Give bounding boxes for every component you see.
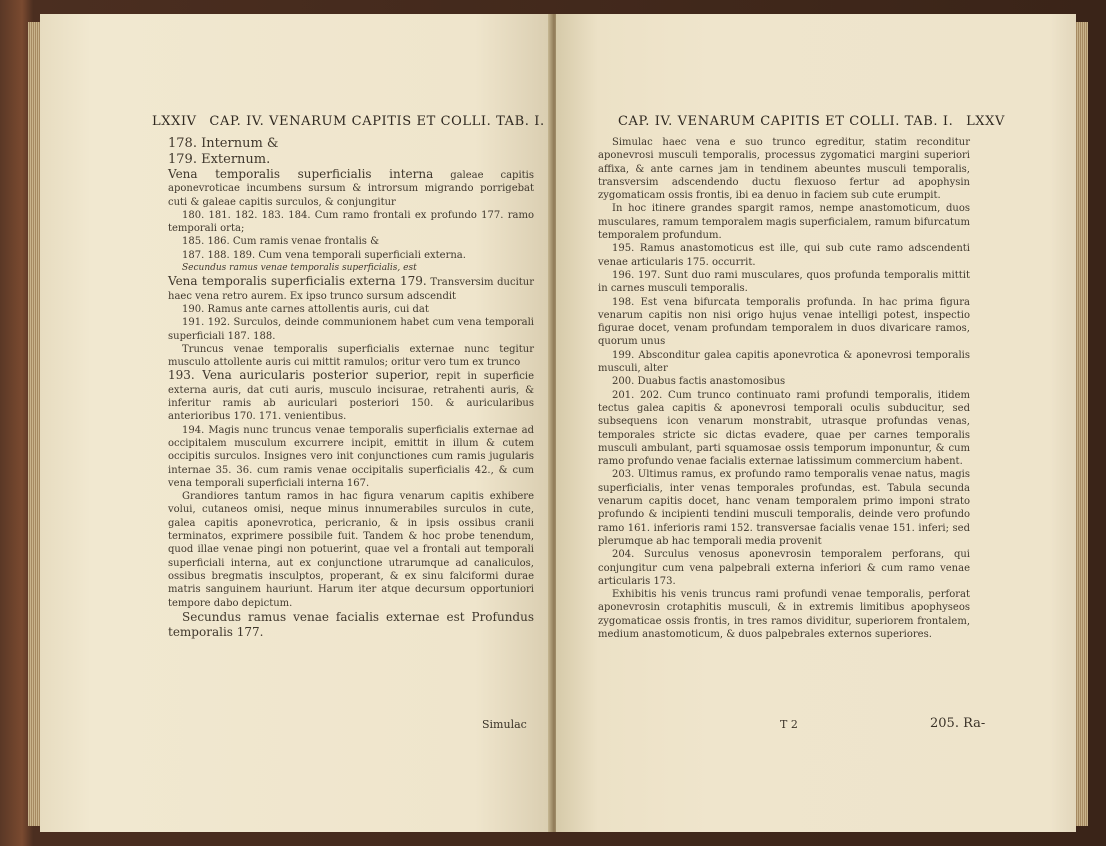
right-page-edge [1074,22,1088,826]
right-running-title: CAP. IV. VENARUM CAPITIS ET COLLI. TAB. I. [618,114,954,129]
left-text-block [168,136,534,640]
right-page [556,14,1076,832]
entry-grandiores: Grandiores tantum ramos in hac figura venarum capitis exhibere volui, cutaneos omisi, neque minus innumerabiles surculos in cute, galea capitis aponevrotica, pericranio, & in ipsis ossibus cranii terminatos, exprimere possibile fuit. Tandem & hoc probe tenendum, quod illae venae pingi non potuerint, quae vel a frontali aut temporali superficiali interna, aut ex conjunctione utrarumque ad canaliculos, ossibus bregmatis insculptos, properant, & ex sinu falciformi durae matris sanguinem hauriunt. Harum iter atque decursum opportuniori tempore dabo depictum. [168,491,534,609]
right-catchword: 205. Ra- [930,716,986,731]
entry-187: 187. 188. 189. Cum vena temporali superficiali externa. [182,249,466,261]
entry-195: 195. Ramus anastomoticus est ille, qui sub cute ramo adscendenti venae articularis 175. occurrit. [598,243,970,268]
entry-196: 196. 197. Sunt duo rami musculares, quos profunda temporalis mittit in carnes musculi temporalis. [598,269,970,295]
right-text-block [598,136,970,641]
entry-179: 179. Externum. [168,152,271,167]
entry-180: 180. 181. 182. 183. 184. Cum ramo frontali ex profundo 177. ramo temporali orta; [168,209,534,235]
entry-193: 193. Vena auricularis posterior superior, repit in superficie externa auris, dat cuti auris, musculo incisurae, retrahenti auris, & inferitur ramis ab auriculari posteriori 150. & auricularibus anterioribus 170. 171. venientibus. [168,368,534,423]
entry-simulac: Simulac haec vena e suo trunco egreditur, statim reconditur aponevrosi musculi temporalis, processus zygomatici margini superiori affixa, & ante carnes jam in tendinem abeuntes musculi temporalis, transversim adscendendo ductu flexuoso fertur ad apophysin zygomaticam ossis frontis, ibi ea denuo in faciem sub cute erumpit. [598,137,970,202]
entry-secundus-ramus: Secundus ramus venae temporalis superficialis, est [182,263,417,274]
entry-vena-interna: Vena temporalis superficialis interna galeae capitis aponevroticae incumbens sursum & introrsum migrando porrigebat cuti & galeae capitis surculos, & conjungitur [168,167,534,208]
right-running-head [618,114,1005,129]
entry-185: 185. 186. Cum ramis venae frontalis & [182,236,379,248]
left-running-head [152,114,545,129]
entry-truncus: Truncus venae temporalis superficialis externae nunc tegitur musculo attollente auris cui mittit ramulos; oritur vero tum ex trunco [168,343,534,369]
entry-vena-externa: Vena temporalis superficialis externa 179. Transversim ducitur haec vena retro aurem. Ex ipso trunco sursum adscendit [168,274,535,302]
left-catchword: Simulac [482,718,527,731]
entry-178: 178. Internum & [168,136,279,151]
left-page [40,14,552,832]
entry-itinere: In hoc itinere grandes spargit ramos, nempe anastomoticum, duos musculares, ramum temporalem magis superficialem, ramum bifurcatum temporalem profundum. [598,203,970,242]
entry-194: 194. Magis nunc truncus venae temporalis superficialis externae ad occipitalem musculum excurrere incipit, emittit in illum & cutem occipitis surculos. Insignes vero init conjunctiones cum ramis jugularis internae 35. 36. cum ramis venae occipitalis superficialis 42., & cum vena temporali superficiali interna 167. [168,424,534,489]
entry-199: 199. Absconditur galea capitis aponevrotica & aponevrosi temporalis musculi, alter [598,349,970,375]
entry-190: 190. Ramus ante carnes attollentis auris, cui dat [182,303,429,315]
entry-191: 191. 192. Surculos, deinde communionem habet cum vena temporali superficiali 187. 188. [168,317,534,342]
left-page-number: LXXIV [152,114,197,129]
entry-secundus-profundus: Secundus ramus venae facialis externae est Profundus temporalis 177. [168,609,534,639]
entry-203: 203. Ultimus ramus, ex profundo ramo temporalis venae natus, magis superficialis, inter venas temporales profundas, est. Tabula secunda venarum capitis docet, hanc venam temporalem primo imponi strato profundo & incipienti tendini musculi temporalis, deinde vero profundo ramo 161. inferioris rami 152. transversae facialis venae 151. inferi; sed plerumque ab hac temporali media provenit [598,469,970,547]
entry-exhibitis: Exhibitis his venis truncus rami profundi venae temporalis, perforat aponevrosin crotaphitis musculi, & in extremis limitibus apophyseos zygomaticae ossis frontis, in tres ramos dividitur, superiorem frontalem, medium anastomoticum, & duos palpebrales externos superiores. [598,589,970,640]
entry-201: 201. 202. Cum trunco continuato rami profundi temporalis, itidem tectus galea capitis & aponevrosi temporali oculis subducitur, sed subsequens icon venarum monstrabit, utrasque profundas venas, temporales stricte sic dictas evadere, quae per carnes temporalis musculi ambulant, parti squamosae ossis temporum imponuntur, & cum ramo profundo venae facialis externae latissimum commercium habent. [598,389,970,468]
entry-204: 204. Surculus venosus aponevrosin temporalem perforans, qui conjungitur cum vena palpebrali externa inferiori & cum ramo venae articularis 173. [598,549,970,587]
signature-mark: T 2 [780,718,798,731]
right-page-number: LXXV [966,114,1005,129]
left-running-title: CAP. IV. VENARUM CAPITIS ET COLLI. TAB. I. [209,114,545,129]
entry-198: 198. Est vena bifurcata temporalis profunda. In hac prima figura venarum capitis non nisi origo hujus venae intelligi potest, inspectio figurae docet, venam profundam temporalem in duos divaricare ramos, quorum unus [598,296,970,348]
entry-200: 200. Duabus factis anastomosibus [612,376,786,388]
